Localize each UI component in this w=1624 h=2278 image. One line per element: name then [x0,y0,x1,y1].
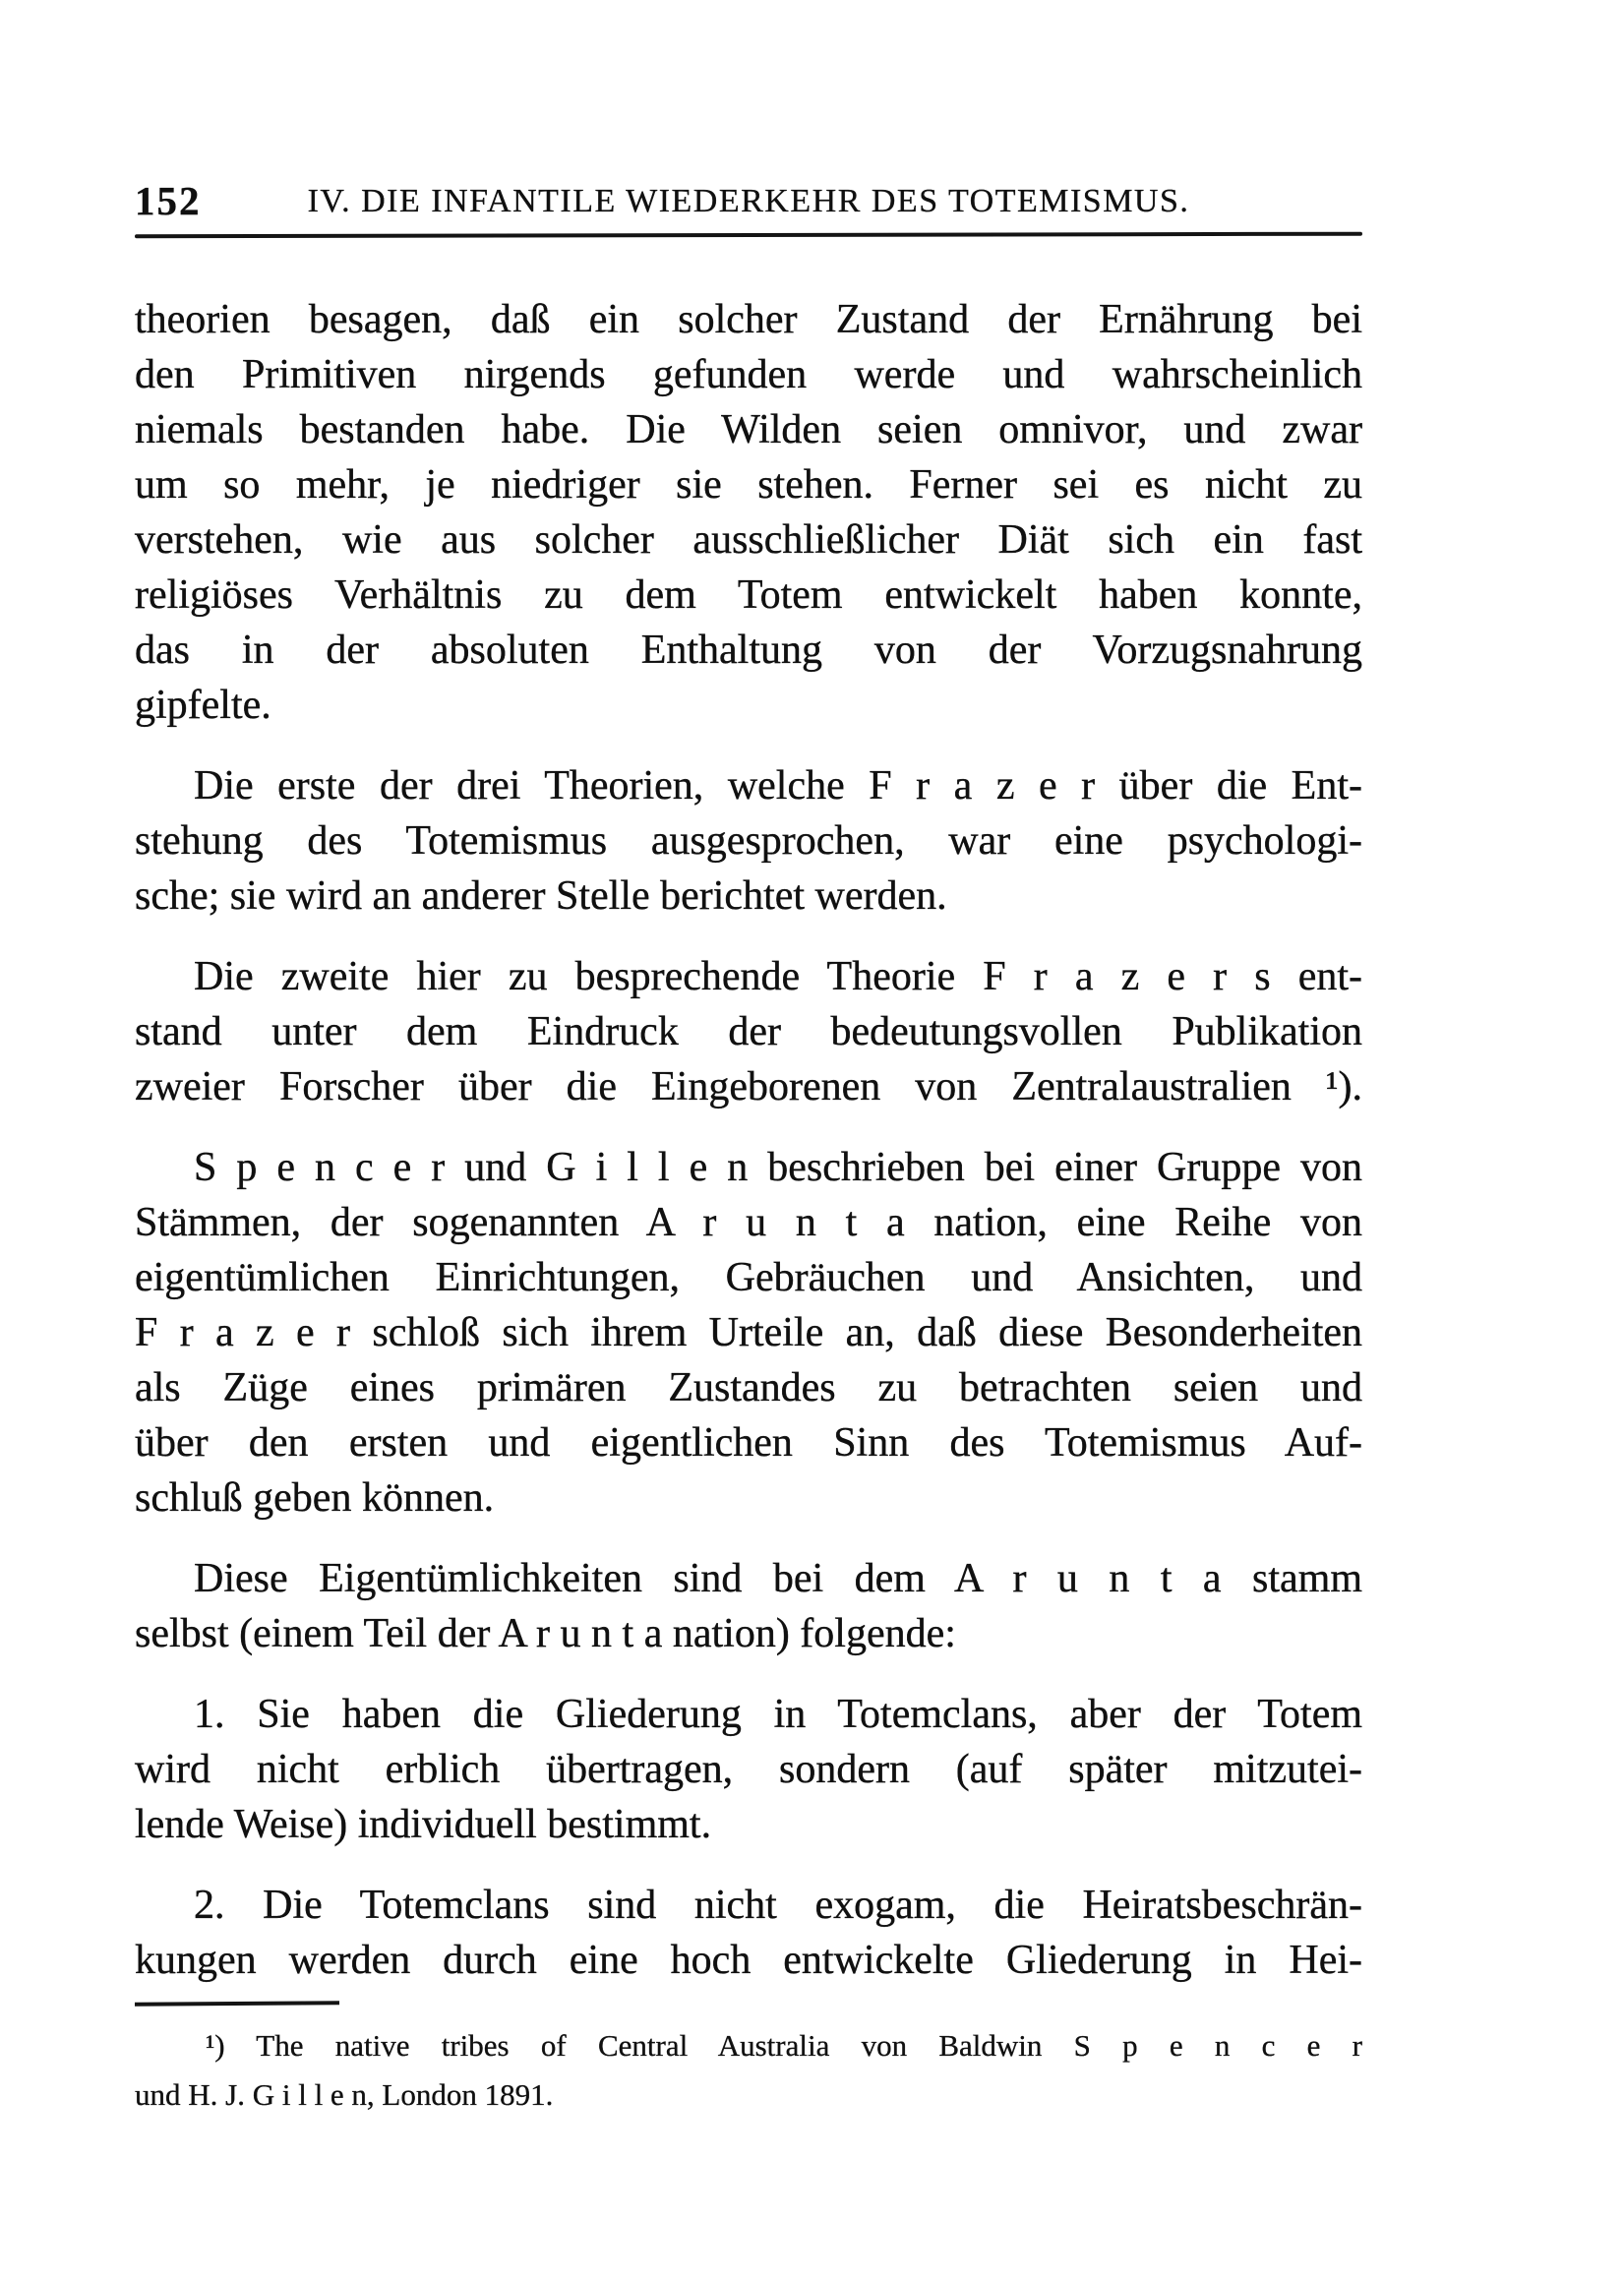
text-line: theorien besagen, daß ein solcher Zustand der Ernährung bei [135,297,1362,342]
paragraph [135,758,1362,924]
paragraph [135,949,1362,1114]
page-number: 152 [135,178,202,223]
text-line: 1. Sie haben die Gliederung in Totemclans, aber der Totem [194,1692,1362,1737]
text-line: Die zweite hier zu besprechende Theorie F r a z e r s ent- [194,954,1362,999]
text-line: Die erste der drei Theorien, welche F r a z e r über die Ent- [194,763,1362,809]
text-block [135,177,1362,2120]
text-line: wird nicht erblich übertragen, sondern (auf später mitzutei- [135,1747,1362,1792]
text-line: über den ersten und eigentlichen Sinn des Totemismus Auf- [135,1420,1362,1466]
text-line: den Primitiven nirgends gefunden werde und wahrscheinlich [135,352,1362,397]
text-line: lende Weise) individuell bestimmt. [135,1802,712,1847]
text-line: eigentümlichen Einrichtungen, Gebräuchen und Ansichten, und [135,1255,1362,1300]
paragraph [135,1878,1362,1988]
paragraph [135,1140,1362,1526]
footnote-line: und H. J. G i l l e n, London 1891. [135,2077,554,2112]
text-line: stehung des Totemismus ausgesprochen, war eine psychologi- [135,818,1362,864]
text-line: stand unter dem Eindruck der bedeutungsvollen Publikation [135,1009,1362,1054]
text-line: Diese Eigentümlichkeiten sind bei dem A r u n t a stamm [194,1556,1362,1601]
body-text [135,292,1362,1988]
text-line: kungen werden durch eine hoch entwickelte Gliederung in Hei- [135,1938,1362,1983]
text-line: Stämmen, der sogenannten A r u n t a nation, eine Reihe von [135,1200,1362,1245]
paragraph [135,292,1362,733]
text-line: niemals bestanden habe. Die Wilden seien omnivor, und zwar [135,407,1362,452]
text-line: verstehen, wie aus solcher ausschließlicher Diät sich ein fast [135,517,1362,563]
text-line: schluß geben können. [135,1475,495,1521]
running-header: IV. DIE INFANTILE WIEDERKEHR DES TOTEMISMUS. [307,183,1190,219]
text-line: selbst (einem Teil der A r u n t a nation) folgende: [135,1611,956,1656]
text-line: gipfelte. [135,683,271,728]
text-line: das in der absoluten Enthaltung von der Vorzugsnahrung [135,628,1362,673]
text-line: als Züge eines primären Zustandes zu betrachten seien und [135,1365,1362,1410]
text-line: zweier Forscher über die Eingeborenen von Zentralaustralien ¹). [135,1064,1362,1109]
running-header-row [135,177,1362,224]
paragraph [135,1551,1362,1661]
footnote-rule [135,2001,339,2006]
header-rule [135,232,1362,239]
text-line: sche; sie wird an anderer Stelle berichtet werden. [135,873,947,919]
text-line: 2. Die Totemclans sind nicht exogam, die Heiratsbeschrän- [194,1883,1362,1928]
paragraph [135,1687,1362,1852]
footnote [135,2021,1362,2120]
text-line: religiöses Verhältnis zu dem Totem entwickelt haben konnte, [135,572,1362,618]
text-line: S p e n c e r und G i l l e n beschrieben bei einer Gruppe von [194,1145,1362,1190]
text-line: F r a z e r schloß sich ihrem Urteile an, daß diese Besonderheiten [135,1310,1362,1355]
text-line: um so mehr, je niedriger sie stehen. Ferner sei es nicht zu [135,462,1362,508]
footnote-line: ¹) The native tribes of Central Australia von Baldwin S p e n c e r [206,2028,1362,2063]
